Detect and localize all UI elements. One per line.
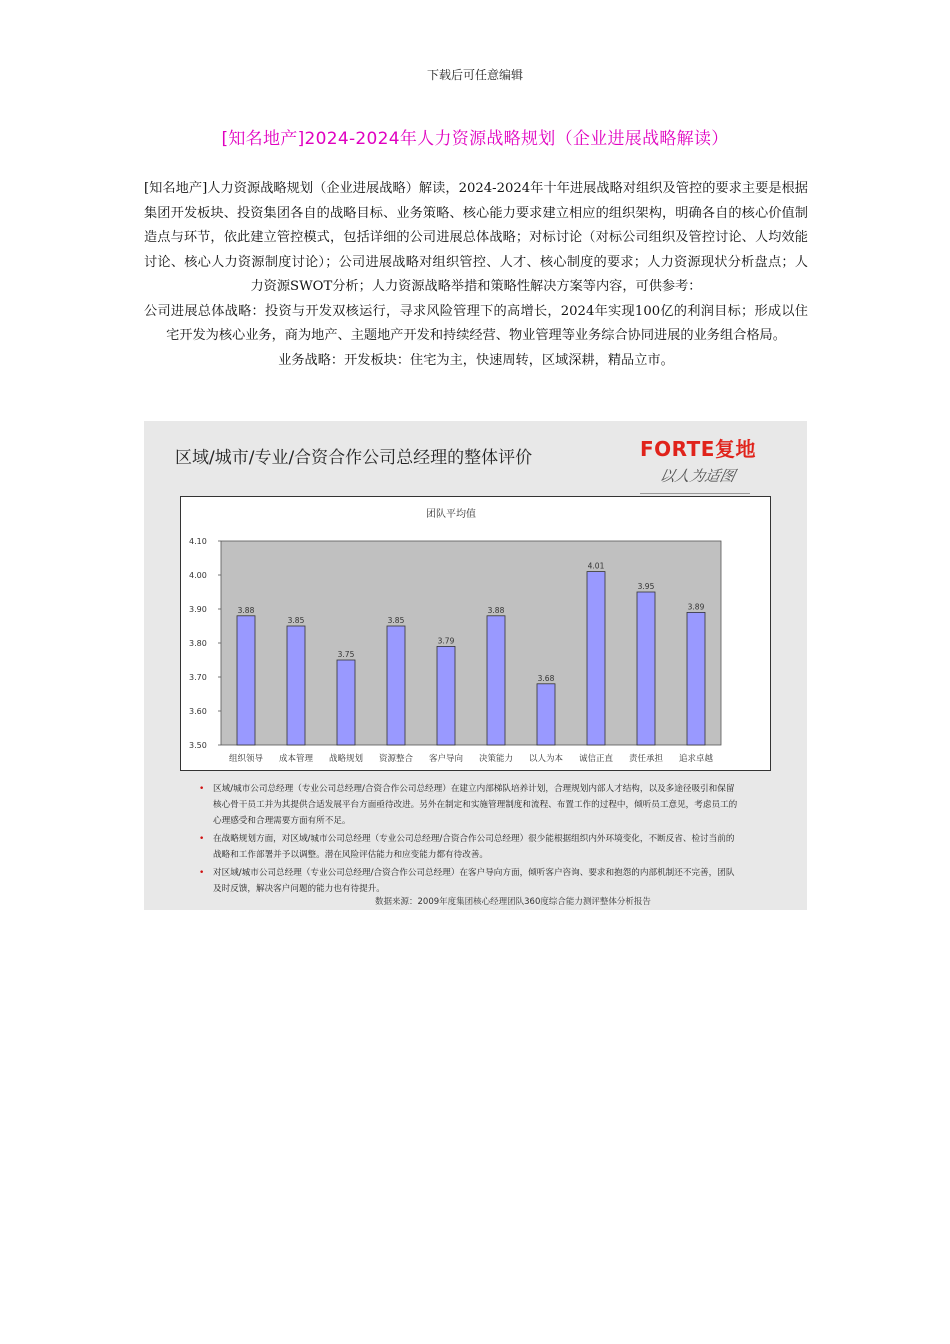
- bullet-text: 在战略规划方面，对区域/城市公司总经理（专业公司总经理/合资合作公司总经理）很少能根据组织内外环境变化，不断反省、检讨当前的战略和工作部署并予以调整。潜在风险评估能力和应变能力都有待改善。: [213, 834, 735, 860]
- y-tick-label: 4.10: [189, 537, 207, 546]
- x-category-label: 客户导向: [428, 754, 464, 764]
- bar: [387, 626, 405, 745]
- x-category-label: 诚信正直: [578, 754, 614, 764]
- y-tick-label: 4.00: [189, 571, 207, 580]
- bar-value-label: 3.88: [487, 605, 505, 615]
- bar: [587, 572, 605, 745]
- bar: [237, 616, 255, 745]
- forte-logo: [640, 431, 780, 501]
- y-tick-label: 3.60: [189, 707, 207, 716]
- bullet-list: [199, 781, 739, 899]
- evaluation-figure: [144, 421, 807, 910]
- bar-value-label: 3.79: [437, 636, 455, 646]
- bar-value-label: 3.88: [237, 605, 255, 615]
- bar: [437, 646, 455, 745]
- document-title: [知名地产]2024-2024年人力资源战略规划（企业进展战略解读）: [221, 129, 729, 149]
- chart-frame: [180, 496, 771, 771]
- y-tick-label: 3.90: [189, 605, 207, 614]
- bar: [337, 660, 355, 745]
- business-strategy-paragraph: 业务战略：开发板块：住宅为主，快速周转，区域深耕，精品立市。: [278, 352, 674, 368]
- logo-slogan: 以人为适图: [657, 467, 737, 485]
- y-tick-label: 3.80: [189, 639, 207, 648]
- chart-title: 团队平均值: [426, 509, 476, 520]
- bar-value-label: 4.01: [587, 561, 605, 571]
- logo-text: FORTE复地: [640, 437, 756, 461]
- intro-paragraph: [知名地产]人力资源战略规划（企业进展战略）解读，2024-2024年十年进展战略对组织及管控的要求主要是根据集团开发板块、投资集团各自的战略目标、业务策略、核心能力要求建立相应的组织架构，明确各自的核心价值制造点与环节，依此建立管控模式，包括详细的公司进展总体战略；对标讨论（对标公司组织及管控讨论、人均效能讨论、核心人力资源制度讨论）；公司进展战略对组织管控、人才、核心制度的要求；人力资源现状分析盘点；人力资源SWOT分析；人力资源战略举措和策略性解决方案等内容，可供参考：: [144, 181, 808, 294]
- bar-value-label: 3.85: [387, 616, 405, 625]
- bar: [537, 684, 555, 745]
- body-text: [144, 177, 808, 373]
- bullet-item: [199, 781, 739, 829]
- bar: [487, 616, 505, 745]
- bullet-dot-icon: •: [199, 784, 205, 794]
- bar-value-label: 3.75: [337, 650, 355, 659]
- data-source: 数据来源：2009年度集团核心经理团队360度综合能力测评整体分析报告: [375, 897, 651, 907]
- x-category-label: 组织领导: [228, 754, 264, 764]
- bar-value-label: 3.89: [687, 602, 705, 612]
- bar-value-label: 3.95: [637, 582, 655, 591]
- bullet-item: [199, 831, 739, 863]
- figure-title: 区域/城市/专业/合资合作公司总经理的整体评价: [175, 448, 533, 468]
- bar: [687, 612, 705, 745]
- x-category-label: 追求卓越: [678, 754, 714, 764]
- header-note: 下载后可任意编辑: [426, 68, 523, 82]
- x-category-label: 责任承担: [628, 754, 664, 764]
- bar: [287, 626, 305, 745]
- x-category-label: 成本管理: [278, 754, 314, 764]
- x-category-label: 资源整合: [378, 754, 414, 764]
- bullet-item: [199, 865, 739, 897]
- bullet-dot-icon: •: [199, 868, 205, 878]
- bar: [637, 592, 655, 745]
- x-category-label: 战略规划: [328, 754, 364, 764]
- bullet-dot-icon: •: [199, 834, 205, 844]
- x-category-label: 决策能力: [478, 754, 514, 764]
- strategy-paragraph: 公司进展总体战略：投资与开发双核运行，寻求风险管理下的高增长，2024年实现100亿的利润目标；形成以住宅开发为核心业务，商为地产、主题地产开发和持续经营、物业管理等业务综合协同进展的业务组合格局。: [144, 303, 808, 343]
- logo-underline: [640, 493, 750, 494]
- y-tick-label: 3.50: [189, 741, 207, 750]
- bullet-text: 区域/城市公司总经理（专业公司总经理/合资合作公司总经理）在建立内部梯队培养计划，合理规划内部人才结构，以及多途径吸引和保留核心骨干员工并为其提供合适发展平台方面亟待改进。另外在制定和实施管理制度和流程、布置工作的过程中，倾听员工意见，考虑员工的心理感受和合理需要方面有所不足。: [213, 784, 738, 826]
- bar-value-label: 3.85: [287, 616, 305, 625]
- y-tick-label: 3.70: [189, 673, 207, 682]
- bar-value-label: 3.68: [537, 673, 555, 683]
- bullet-text: 对区域/城市公司总经理（专业公司总经理/合资合作公司总经理）在客户导向方面，倾听客户咨询、要求和抱怨的内部机制还不完善，团队及时反馈，解决客户问题的能力也有待提升。: [213, 868, 735, 894]
- bar-chart: [181, 497, 770, 770]
- x-category-label: 以人为本: [528, 754, 564, 764]
